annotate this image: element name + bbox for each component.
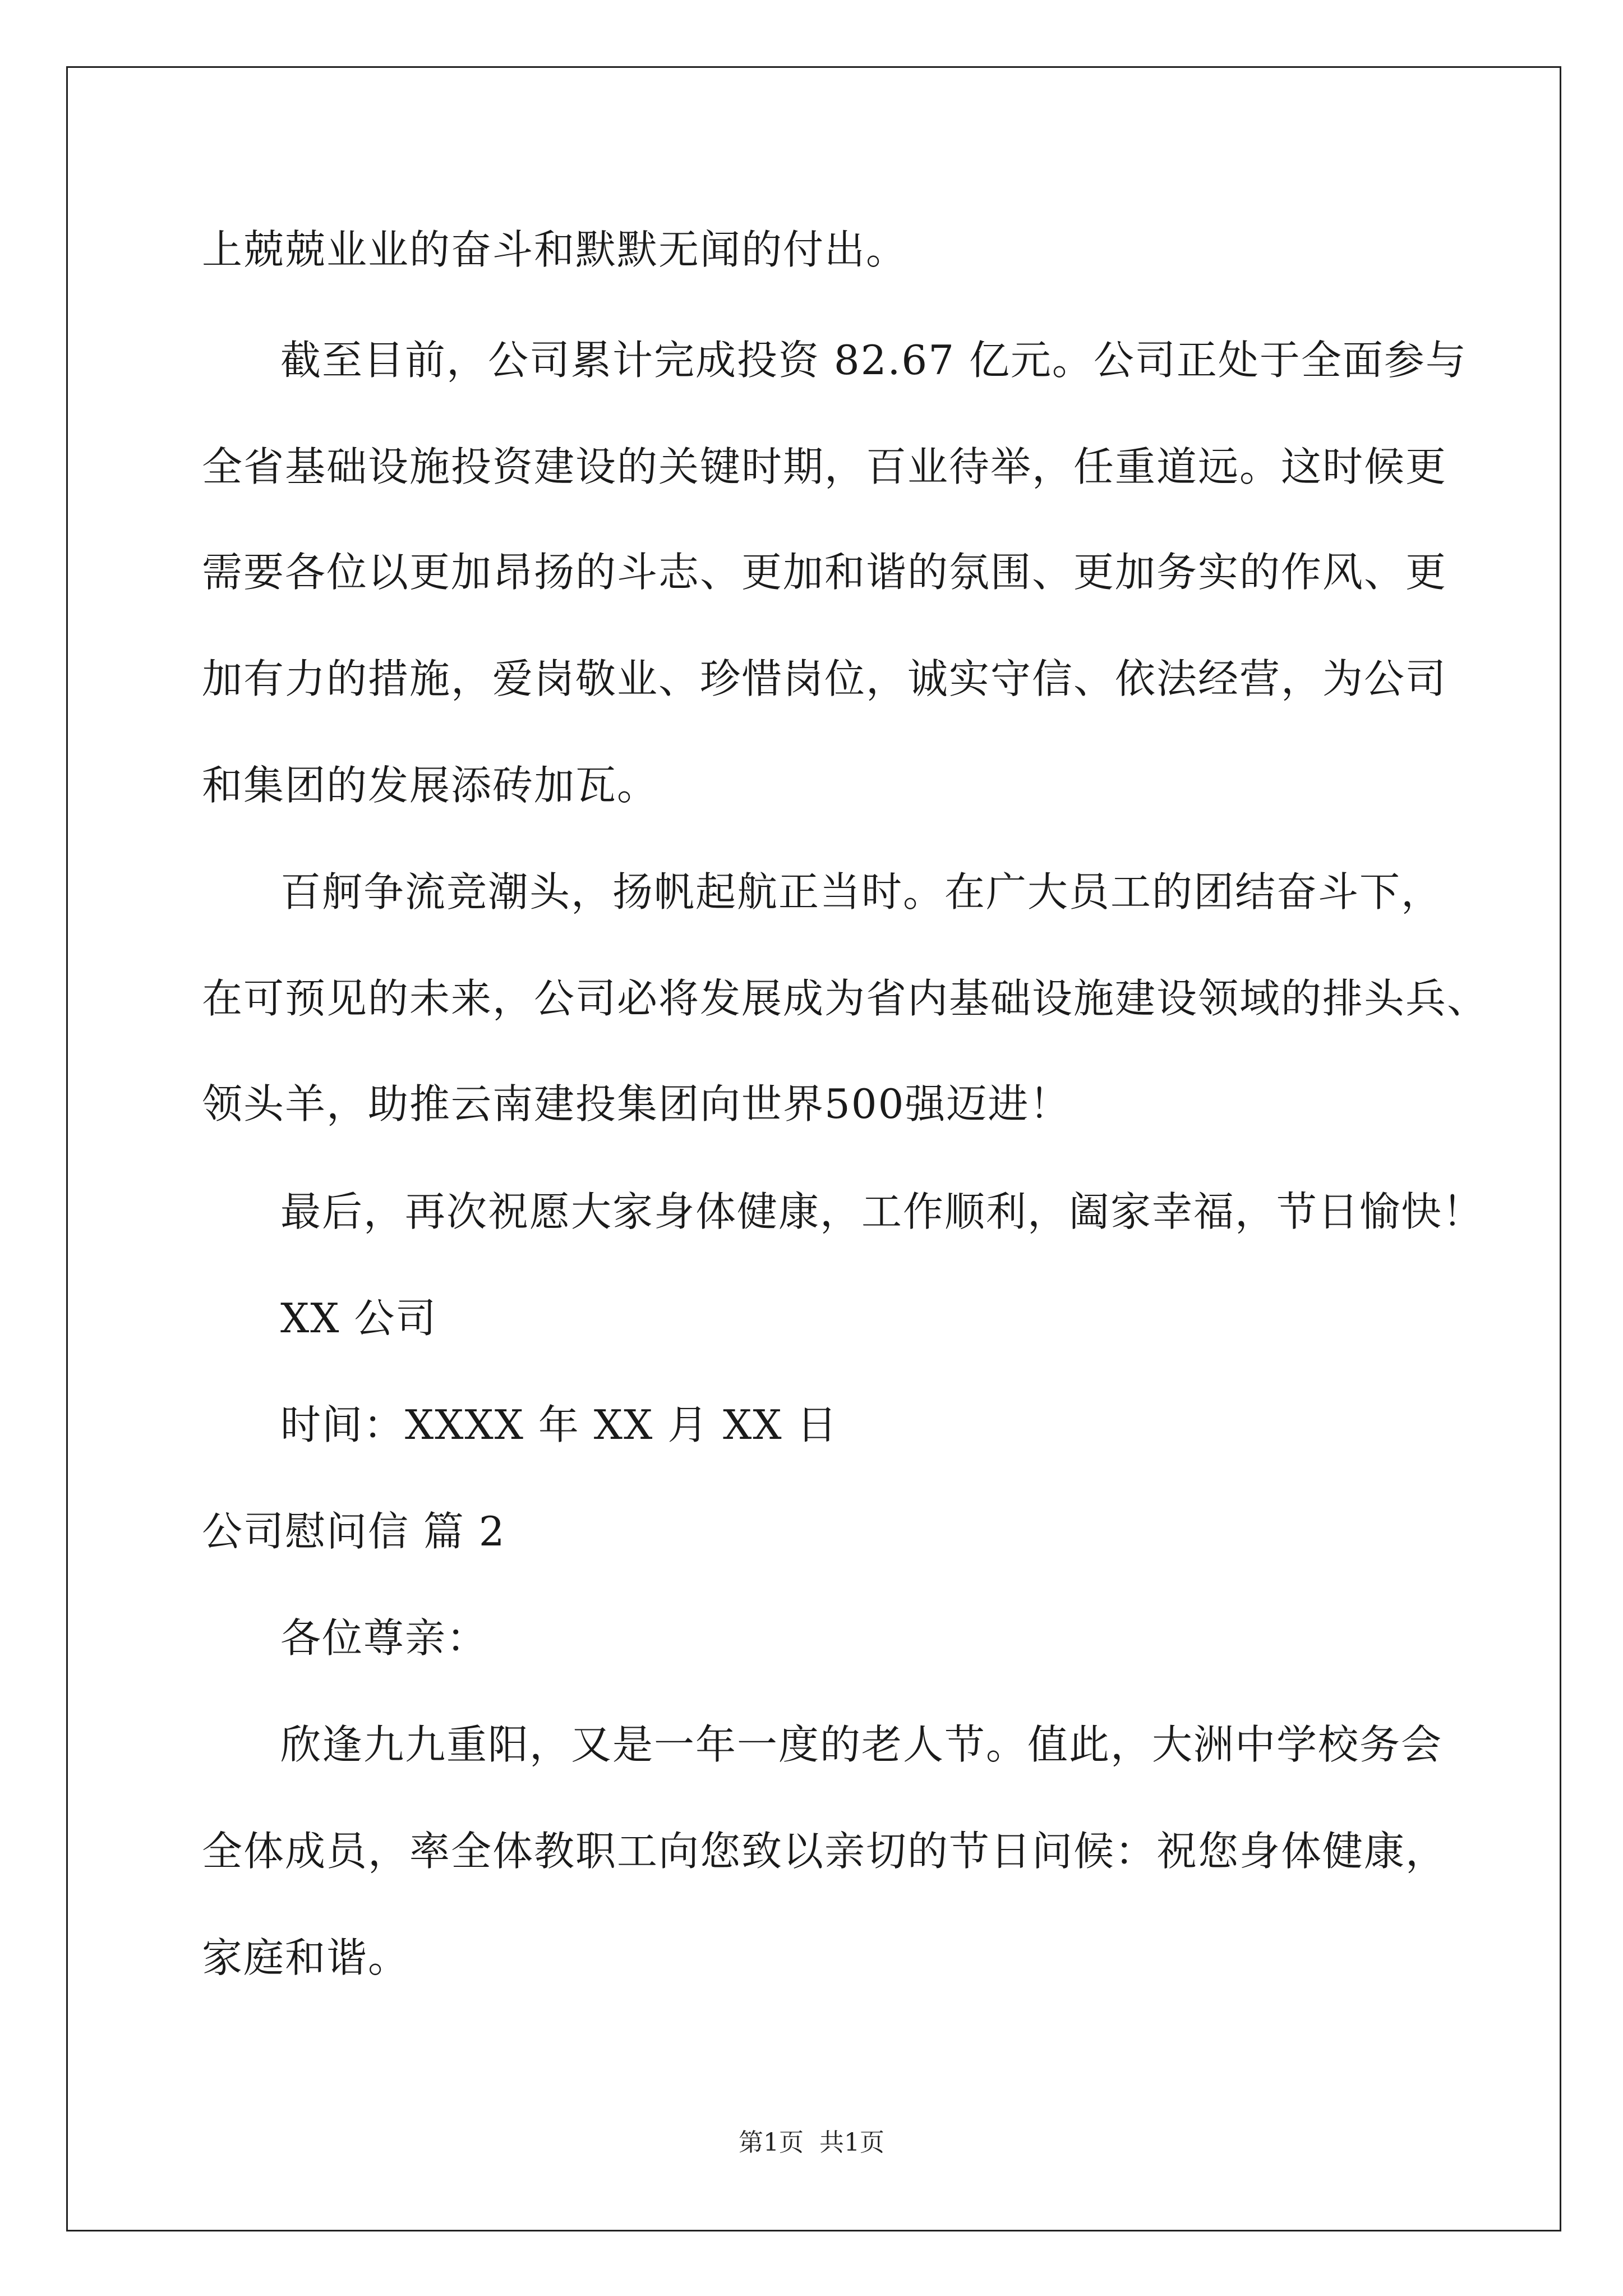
paragraph-line: 家庭和谐。 xyxy=(202,1934,410,1981)
signature-company: XX 公司 xyxy=(280,1295,437,1342)
paragraph-line: 需要各位以更加昂扬的斗志、更加和谐的氛围、更加务实的作风、更 xyxy=(202,549,1447,596)
page-number-total: 共1页 xyxy=(819,2128,884,2157)
page-number-current: 第1页 xyxy=(739,2128,804,2157)
paragraph-line: 和集团的发展添砖加瓦。 xyxy=(202,762,659,809)
salutation: 各位尊亲： xyxy=(280,1614,488,1662)
paragraph-line: 领头羊，助推云南建投集团向世界500强迈进！ xyxy=(202,1080,1071,1128)
paragraph-line: 加有力的措施，爱岗敬业、珍惜岗位，诚实守信、依法经营，为公司 xyxy=(202,655,1447,702)
paragraph-line: 欣逢九九重阳，又是一年一度的老人节。值此，大洲中学校务会 xyxy=(280,1721,1443,1768)
paragraph-line: 在可预见的未来，公司必将发展成为省内基础设施建设领域的排头兵、 xyxy=(202,975,1489,1022)
paragraph-line: 最后，再次祝愿大家身体健康，工作顺利，阖家幸福，节日愉快！ xyxy=(280,1188,1484,1235)
page-footer xyxy=(0,2126,1623,2160)
paragraph-line: 全体成员，率全体教职工向您致以亲切的节日问候：祝您身体健康， xyxy=(202,1828,1447,1875)
paragraph-line: 百舸争流竞潮头，扬帆起航正当时。在广大员工的团结奋斗下， xyxy=(280,868,1443,915)
section-heading: 公司慰问信 篇 2 xyxy=(202,1508,506,1555)
page-frame xyxy=(66,66,1561,2231)
paragraph-line: 截至目前，公司累计完成投资 82.67 亿元。公司正处于全面参与 xyxy=(280,337,1467,384)
paragraph-line: 全省基础设施投资建设的关键时期，百业待举，任重道远。这时候更 xyxy=(202,443,1447,490)
paragraph-line: 上兢兢业业的奋斗和默默无闻的付出。 xyxy=(202,226,908,273)
signature-date: 时间：XXXX 年 XX 月 XX 日 xyxy=(280,1401,838,1448)
